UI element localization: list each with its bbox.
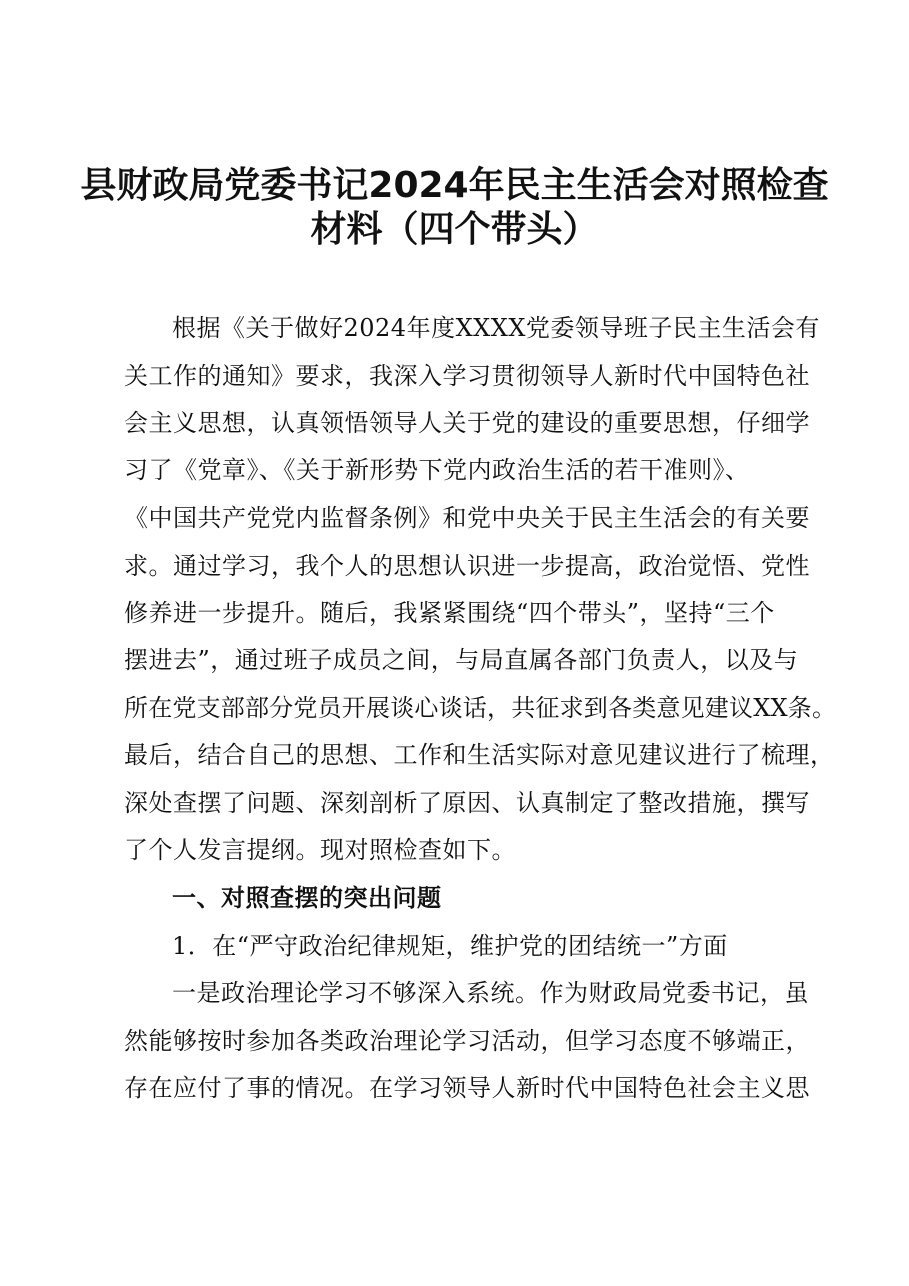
intro-line-9: 所在党支部部分党员开展谈心谈话，共征求到各类意见建议XX条。 xyxy=(124,694,837,722)
intro-line-6: 求。通过学习，我个人的思想认识进一步提高，政治觉悟、党性 xyxy=(124,552,810,580)
intro-line-3: 会主义思想，认真领悟领导人关于党的建设的重要思想，仔细学 xyxy=(124,409,810,437)
body-line-3: 存在应付了事的情况。在学习领导人新时代中国特色社会主义思 xyxy=(124,1074,810,1102)
intro-line-5: 《中国共产党党内监督条例》和党中央关于民主生活会的有关要 xyxy=(124,504,810,532)
intro-line-1: 根据《关于做好2024年度XXXX党委领导班子民主生活会有 xyxy=(172,314,820,342)
body-line-2: 然能够按时参加各类政治理论学习活动，但学习态度不够端正， xyxy=(124,1027,810,1055)
document-title-line-2: 材料（四个带头） xyxy=(310,209,599,250)
intro-line-2: 关工作的通知》要求，我深入学习贯彻领导人新时代中国特色社 xyxy=(124,362,810,390)
intro-line-11: 深处查摆了问题、深刻剖析了原因、认真制定了整改措施，撰写 xyxy=(124,789,810,817)
intro-line-7: 修养进一步提升。随后，我紧紧围绕“四个带头”，坚持“三个 xyxy=(124,599,775,627)
section-heading: 一、对照查摆的突出问题 xyxy=(172,884,442,912)
document-title-line-1: 县财政局党委书记2024年民主生活会对照检查 xyxy=(80,165,829,206)
subsection-heading: 1．在“严守政治纪律规矩，维护党的团结统一”方面 xyxy=(172,932,728,960)
intro-line-10: 最后，结合自己的思想、工作和生活实际对意见建议进行了梳理， xyxy=(124,741,835,769)
intro-line-8: 摆进去”，通过班子成员之间，与局直属各部门负责人，以及与 xyxy=(124,646,799,674)
body-line-1: 一是政治理论学习不够深入系统。作为财政局党委书记，虽 xyxy=(172,979,809,1007)
intro-line-4: 习了《党章》、《关于新形势下党内政治生活的若干准则》、 xyxy=(124,456,750,484)
intro-line-12: 了个人发言提纲。现对照检查如下。 xyxy=(124,836,516,864)
